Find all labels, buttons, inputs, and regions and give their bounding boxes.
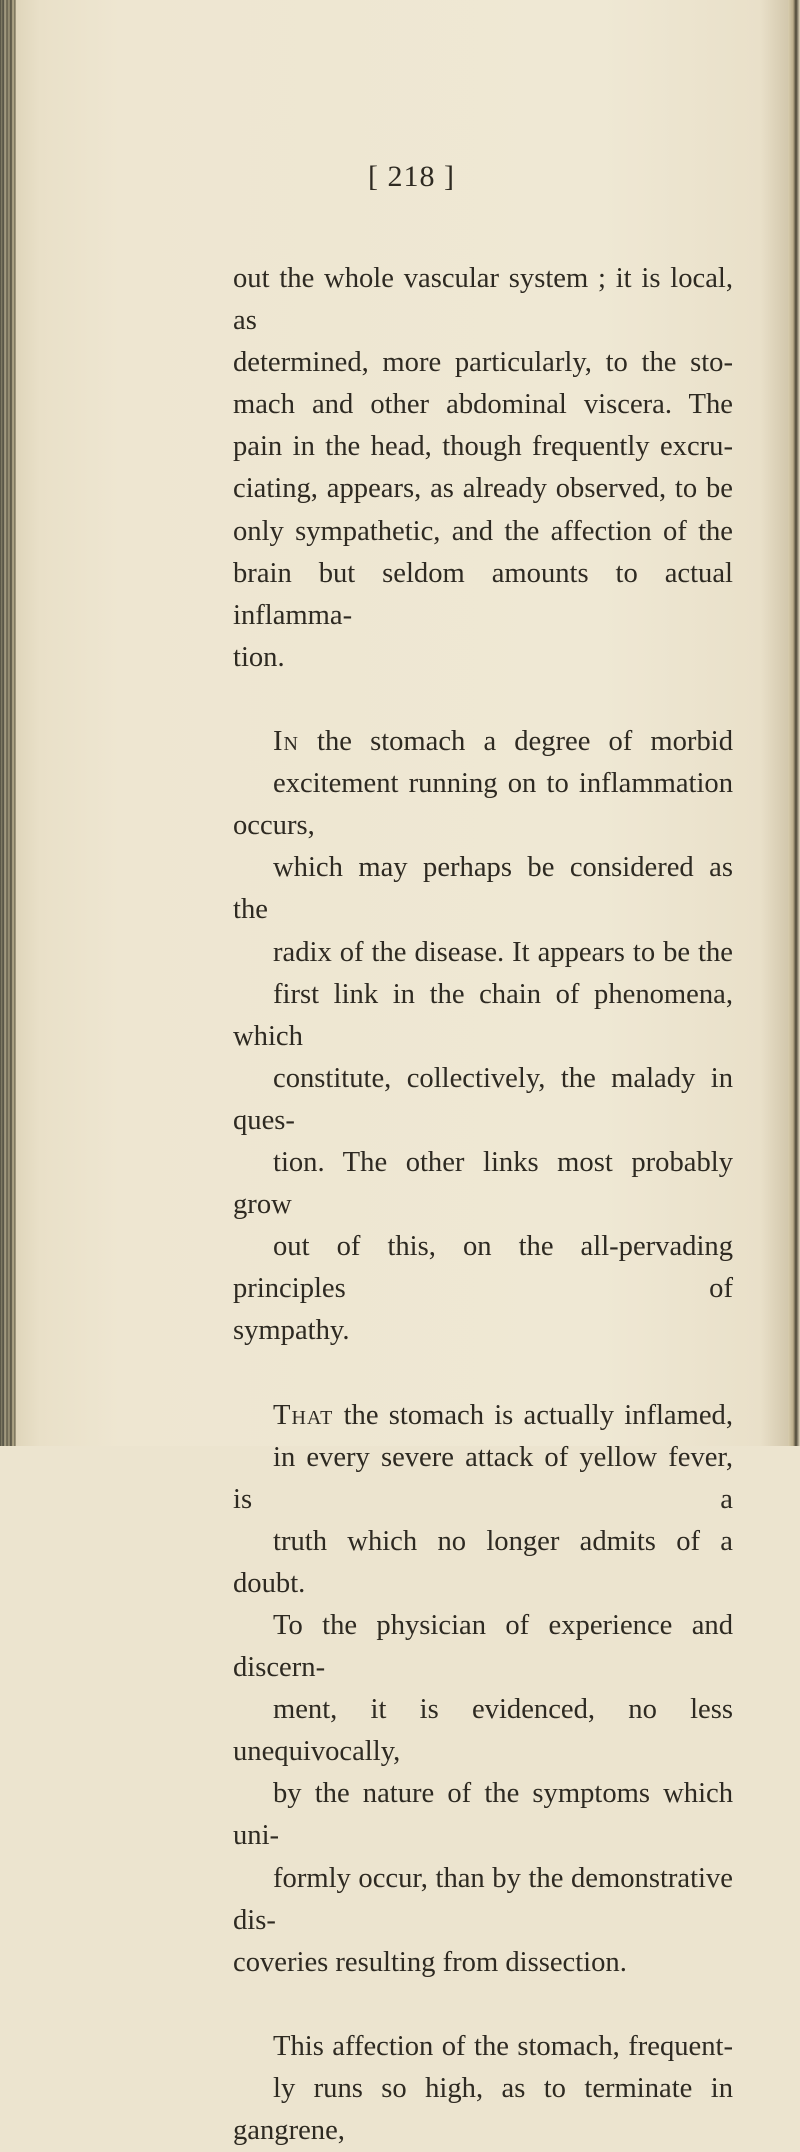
text-line: brain but seldom amounts to actual inflamma-: [233, 557, 733, 631]
text-line: determined, more particularly, to the sto-: [233, 347, 733, 379]
page-body: [233, 258, 733, 2152]
text-line: tion. The other links most probably grow: [233, 1146, 733, 1221]
text-line: [233, 1395, 733, 1437]
text-line: only sympathetic, and the affection of the: [233, 515, 733, 547]
paragraph-2: [233, 721, 733, 1352]
page-right-edge: [788, 0, 800, 1446]
text-line: ly runs so high, as to terminate in gangrene,: [233, 2073, 733, 2147]
text-line: pain in the head, though frequently excru-: [233, 431, 733, 463]
page-binding-edge: [0, 0, 16, 1446]
text-line: in every severe attack of yellow fever, is a: [233, 1441, 733, 1515]
text-line: by the nature of the symptoms which uni-: [233, 1778, 733, 1852]
text-line: sympathy.: [233, 1315, 350, 1347]
text-line: out of this, on the all-pervading principles of: [233, 1231, 733, 1305]
text-line: constitute, collectively, the malady in ques-: [233, 1062, 733, 1136]
small-caps-lead: In: [273, 726, 299, 758]
small-caps-lead: That: [273, 1399, 334, 1431]
text-line: excitement running on to inflammation occurs,: [233, 768, 733, 842]
text-line: coveries resulting from dissection.: [233, 1946, 627, 1978]
text-line: This affection of the stomach, frequent-: [273, 2030, 733, 2062]
text-line: ciating, appears, as already observed, to be: [233, 473, 733, 505]
text-run: the stomach a degree of morbid: [298, 726, 733, 758]
paragraph-3: [233, 1395, 733, 1984]
text-run: the stomach is actually inflamed,: [333, 1399, 733, 1431]
text-line: To the physician of experience and discern-: [233, 1610, 733, 1684]
text-line: formly occur, than by the demonstrative dis-: [233, 1862, 733, 1936]
text-line: which may perhaps be considered as the: [233, 852, 733, 926]
text-line: radix of the disease. It appears to be the: [273, 936, 733, 968]
text-line: first link in the chain of phenomena, which: [233, 978, 733, 1052]
paragraph-1: [233, 258, 733, 679]
text-line: mach and other abdominal viscera. The: [233, 389, 733, 421]
text-line: ment, it is evidenced, no less unequivocally,: [233, 1694, 733, 1768]
page-number-header: [ 218 ]: [368, 160, 455, 193]
paragraph-4: [233, 2026, 733, 2152]
text-line: out the whole vascular system ; it is local, as: [233, 263, 733, 337]
text-line: truth which no longer admits of a doubt.: [233, 1525, 733, 1599]
text-line: [233, 721, 733, 763]
text-line: tion.: [233, 641, 285, 673]
